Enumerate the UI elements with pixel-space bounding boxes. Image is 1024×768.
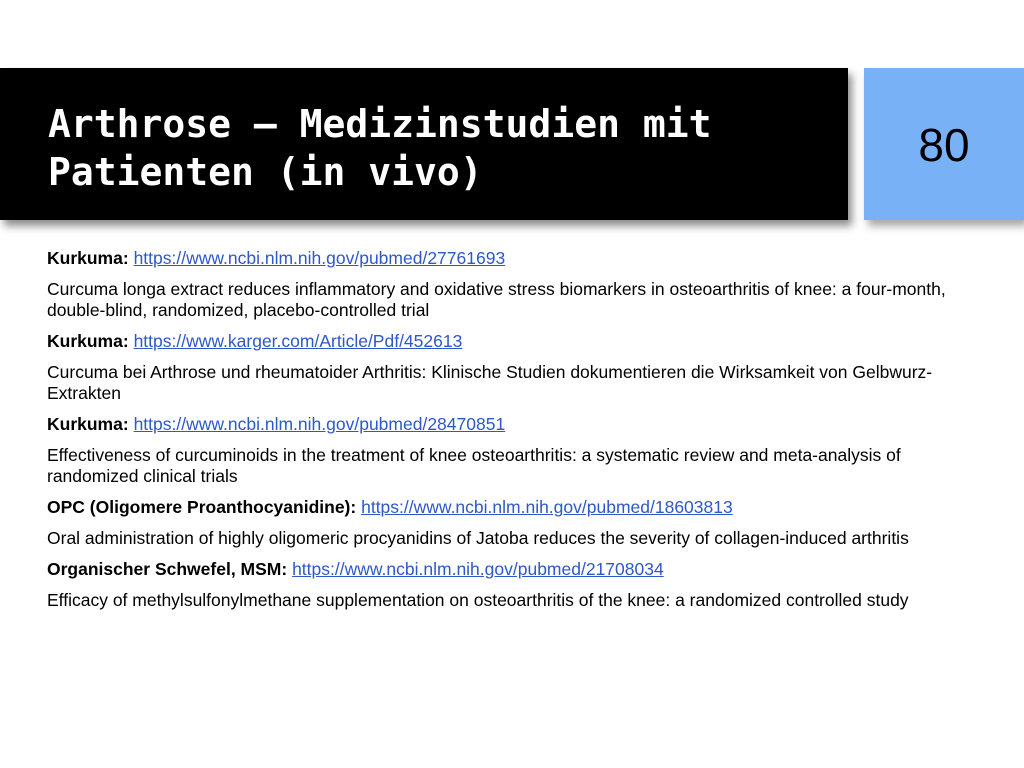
- reference-header: [47, 559, 977, 580]
- reference-list: [47, 248, 977, 621]
- reference-link[interactable]: https://www.ncbi.nlm.nih.gov/pubmed/28470851: [133, 414, 506, 434]
- reference-link[interactable]: https://www.ncbi.nlm.nih.gov/pubmed/27761693: [133, 248, 506, 268]
- reference-link[interactable]: https://www.ncbi.nlm.nih.gov/pubmed/18603813: [361, 497, 733, 517]
- reference-link[interactable]: https://www.ncbi.nlm.nih.gov/pubmed/21708034: [292, 559, 664, 579]
- reference-label: OPC (Oligomere Proanthocyanidine):: [47, 497, 357, 517]
- reference-header: [47, 414, 977, 435]
- reference-header: [47, 248, 977, 269]
- slide-title-line-1: Arthrose – Medizinstudien mit: [48, 102, 712, 146]
- reference-description: Curcuma longa extract reduces inflammatory and oxidative stress biomarkers in osteoarthritis of knee: a four-month, double-blind, randomized, placebo-controlled trial: [47, 279, 946, 320]
- slide-title-line-2: Patienten (in vivo): [48, 150, 483, 194]
- page-number: 80: [918, 119, 970, 171]
- reference-label: Kurkuma:: [47, 414, 129, 434]
- reference-link[interactable]: https://www.karger.com/Article/Pdf/452613: [133, 331, 463, 351]
- reference-label: Kurkuma:: [47, 248, 129, 268]
- reference-description: Effectiveness of curcuminoids in the treatment of knee osteoarthritis: a systematic review and meta-analysis of randomized clinical trials: [47, 445, 901, 486]
- reference-description: Oral administration of highly oligomeric procyanidins of Jatoba reduces the severity of collagen-induced arthritis: [47, 528, 909, 548]
- slide-title: [48, 100, 828, 196]
- reference-header: [47, 331, 977, 352]
- reference-description: Curcuma bei Arthrose und rheumatoider Arthritis: Klinische Studien dokumentieren die Wirksamkeit von Gelbwurz-Extrakten: [47, 362, 933, 403]
- reference-header: [47, 497, 977, 518]
- reference-label: Organischer Schwefel, MSM:: [47, 559, 288, 579]
- reference-description: Efficacy of methylsulfonylmethane supplementation on osteoarthritis of the knee: a randomized controlled study: [47, 590, 909, 610]
- reference-label: Kurkuma:: [47, 331, 129, 351]
